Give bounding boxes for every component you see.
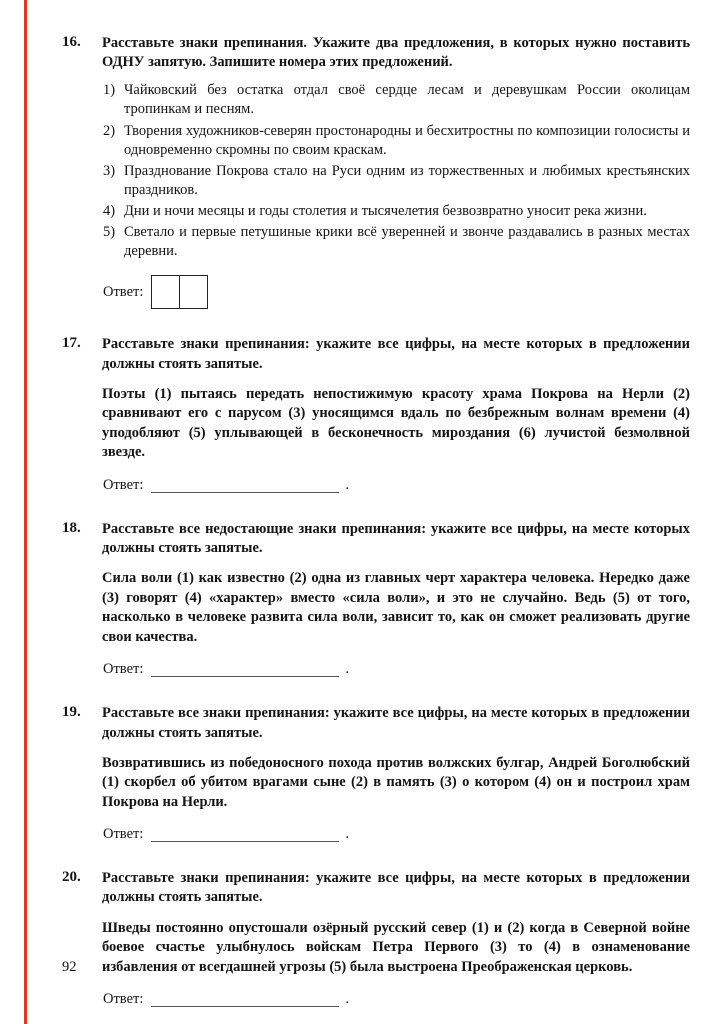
answer-blank-line[interactable]: [151, 992, 339, 1007]
option-number: 3): [103, 162, 116, 179]
answer-period: .: [345, 476, 349, 493]
option-item: [103, 162, 690, 200]
answer-row: [103, 477, 690, 494]
answer-label: Ответ:: [103, 661, 144, 678]
answer-period: .: [345, 661, 349, 678]
option-item: [103, 202, 690, 221]
question-number: 16.: [62, 34, 81, 50]
left-margin-rule: [24, 0, 27, 1024]
question-20: [62, 869, 690, 1008]
question-18: [62, 520, 690, 679]
question-17: [62, 335, 690, 494]
answer-label: Ответ:: [103, 476, 144, 493]
option-item: [103, 81, 690, 119]
answer-box-cell[interactable]: [152, 276, 180, 308]
option-text: Дни и ночи месяцы и годы столетия и тысячелетия безвозвратно уносит река жизни.: [124, 203, 647, 219]
question-number: 17.: [62, 335, 81, 352]
option-number: 5): [103, 224, 116, 241]
answer-blank-line[interactable]: [151, 478, 339, 493]
option-text: Празднование Покрова стало на Руси одним из торжественных и любимых крестьянских праздников.: [124, 162, 690, 198]
page-number: 92: [62, 959, 77, 975]
question-prompt: Расставьте знаки препинания. Укажите два предложения, в которых нужно поставить ОДНУ запятую. Запишите номера этих предложений.: [102, 35, 690, 71]
option-text: Чайковский без остатка отдал своё сердце лесам и деревушкам России околицам тропинкам и песням.: [124, 82, 690, 118]
option-item: [103, 223, 690, 261]
option-text: Светало и первые петушиные крики всё уверенней и звонче раздавались в разных местах деревни.: [124, 224, 690, 260]
answer-row: [103, 991, 690, 1008]
question-prompt: Расставьте знаки препинания: укажите все цифры, на месте которых в предложении должны стоять запятые.: [102, 870, 690, 906]
question-body: Возвратившись из победоносного похода против волжских булгар, Андрей Боголюбский (1) скорбел об убитом врагами сыне (2) в память (3) о котором (4) он и построил храм Покрова на Нерли.: [102, 754, 690, 810]
question-prompt: Расставьте все недостающие знаки препинания: укажите все цифры, на месте которых должны стоять запятые.: [102, 520, 690, 556]
answer-row: [103, 826, 690, 843]
page-content: [62, 34, 690, 1024]
question-16: [62, 34, 690, 309]
answer-row: [103, 661, 690, 678]
question-number: 20.: [62, 869, 81, 886]
answer-label: Ответ:: [103, 826, 144, 843]
answer-blank-line[interactable]: [151, 827, 339, 842]
answer-label: Ответ:: [103, 283, 144, 300]
answer-label: Ответ:: [103, 991, 144, 1008]
option-number: 1): [103, 82, 116, 99]
question-19: [62, 704, 690, 843]
question-body: Сила воли (1) как известно (2) одна из главных черт характера человека. Нередко даже (3) говорят (4) «характер» вместо «сила воли», и это не случайно. Ведь (5) от того, насколько в человеке развита сила воли, зависит то, как он сможет реализовать другие свои качества.: [102, 570, 690, 645]
option-number: 2): [103, 122, 116, 139]
answer-period: .: [345, 991, 349, 1008]
option-list: [103, 81, 690, 261]
question-prompt: Расставьте все знаки препинания: укажите все цифры, на месте которых в предложении должны стоять запятые.: [102, 705, 690, 741]
answer-period: .: [345, 826, 349, 843]
option-item: [103, 122, 690, 160]
question-prompt: Расставьте знаки препинания: укажите все цифры, на месте которых в предложении должны стоять запятые.: [102, 336, 690, 372]
option-number: 4): [103, 203, 116, 219]
question-number: 19.: [62, 704, 81, 721]
question-body: Поэты (1) пытаясь передать непостижимую красоту храма Покрова на Нерли (2) сравнивают его с парусом (3) уносящимся вдаль по безбрежным волнам времени (4) уподобляют (5) уплывающей в бесконечность мироздания (6) лучистой безмолвной звезде.: [102, 385, 690, 461]
answer-blank-line[interactable]: [151, 662, 339, 677]
answer-box-cell[interactable]: [180, 276, 207, 308]
answer-row: [103, 275, 690, 309]
answer-boxes[interactable]: [151, 275, 208, 309]
question-body: Шведы постоянно опустошали озёрный русский север (1) и (2) когда в Северной войне боевое счастье улыбнулось войскам Петра Первого (3) то (4) в ознаменование избавления от всегдашней угрозы (5) была выстроена Преображенская церковь.: [102, 919, 690, 975]
question-number: 18.: [62, 519, 81, 536]
option-text: Творения художников-северян простонародны и бесхитростны по композиции голосисты и одновременно скромны по своим краскам.: [124, 122, 690, 158]
